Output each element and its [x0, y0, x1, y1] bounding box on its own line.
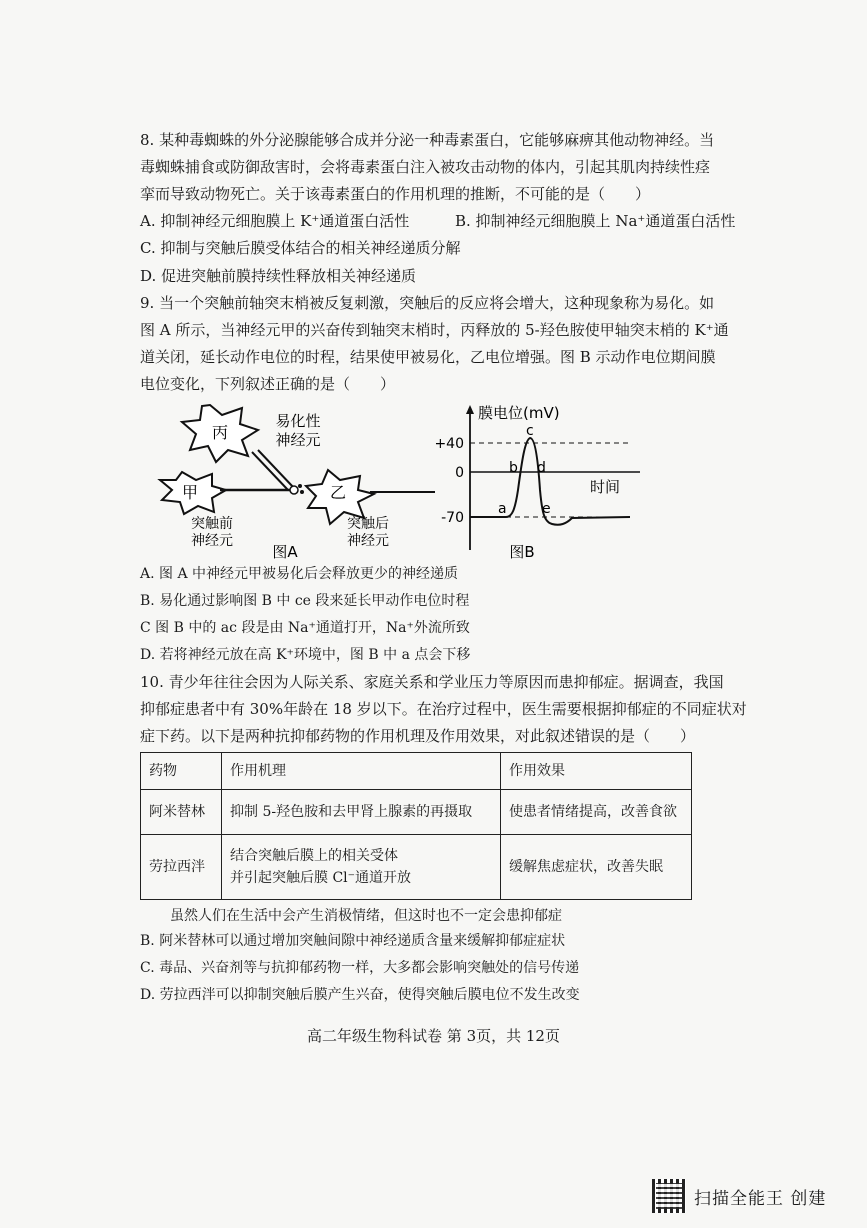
point-a: a — [498, 501, 507, 517]
table-header-drug: 药物 — [141, 753, 222, 790]
table-header-effect: 作用效果 — [501, 753, 692, 790]
yi-desc-1: 突触后 — [347, 516, 389, 532]
q9-stem-line2: 图 A 所示，当神经元甲的兴奋传到轴突末梢时，丙释放的 5-羟色胺使甲轴突末梢的 K⁺通 — [140, 321, 729, 339]
jia-desc-2: 神经元 — [191, 533, 233, 549]
figure-b-xlabel: 时间 — [590, 478, 621, 496]
table-cell-drug: 劳拉西泮 — [141, 835, 222, 900]
neuron-jia-label: 甲 — [181, 483, 199, 502]
mechanism-line2: 并引起突触后膜 Cl⁻通道开放 — [230, 870, 412, 886]
q8-stem-line3: 挛而导致动物死亡。关于该毒素蛋白的作用机理的推断，不可能的是（ ） — [140, 185, 651, 203]
page-footer: 高二年级生物科试卷 第 3页，共 12页 — [307, 1027, 560, 1045]
figure-b-membrane-potential — [420, 400, 660, 562]
yi-desc-2: 神经元 — [347, 533, 389, 549]
watermark-text: 扫描全能王 创建 — [694, 1188, 827, 1209]
point-c: c — [526, 423, 534, 439]
q10-stem-line1: 10. 青少年往往会因为人际关系、家庭关系和学业压力等原因而患抑郁症。据调查，我国 — [140, 673, 724, 691]
qr-code-icon — [652, 1179, 686, 1213]
mechanism-line1: 结合突触后膜上的相关受体 — [230, 848, 398, 864]
point-e: e — [542, 501, 551, 517]
table-header-mechanism: 作用机理 — [222, 753, 501, 790]
table-row — [141, 835, 692, 900]
figure-a-neurons — [150, 400, 440, 560]
q8-stem-line1: 8. 某种毒蜘蛛的外分泌腺能够合成并分泌一种毒素蛋白，它能够麻痹其他动物神经。当 — [140, 131, 715, 149]
q8-stem-line2: 毒蜘蛛捕食或防御敌害时，会将毒素蛋白注入被攻击动物的体内，引起其肌肉持续性痉 — [140, 158, 711, 176]
q10-option-a: 虽然人们在生活中会产生消极情绪，但这时也不一定会患抑郁症 — [170, 908, 562, 924]
q9-option-c: C 图 B 中的 ac 段是由 Na⁺通道打开，Na⁺外流所致 — [140, 620, 470, 636]
q9-stem-line1: 9. 当一个突触前轴突末梢被反复刺激，突触后的反应将会增大，这种现象称为易化。如 — [140, 294, 715, 312]
q9-stem-line3: 道关闭，延长动作电位的时程，结果使甲被易化，乙电位增强。图 B 示动作电位期间膜 — [140, 348, 716, 366]
scanner-watermark — [652, 1176, 852, 1216]
table-cell-drug: 阿米替林 — [141, 790, 222, 835]
table-row — [141, 753, 692, 790]
table-row — [141, 790, 692, 835]
tick-plus40: +40 — [434, 436, 464, 452]
q10-option-b: B. 阿米替林可以通过增加突触间隙中神经递质含量来缓解抑郁症症状 — [140, 933, 566, 949]
q8-option-a: A. 抑制神经元细胞膜上 K⁺通道蛋白活性 — [140, 212, 410, 230]
figure-a-caption: 图A — [272, 543, 298, 560]
q8-option-d: D. 促进突触前膜持续性释放相关神经递质 — [140, 267, 417, 285]
table-cell-effect: 缓解焦虑症状，改善失眠 — [501, 835, 692, 900]
point-b: b — [509, 460, 518, 476]
figure-b-caption: 图B — [509, 543, 535, 561]
drug-table — [140, 752, 692, 900]
q9-option-b: B. 易化通过影响图 B 中 ce 段来延长甲动作电位时程 — [140, 593, 470, 609]
q8-option-b: B. 抑制神经元细胞膜上 Na⁺通道蛋白活性 — [455, 212, 736, 230]
point-d: d — [537, 460, 546, 476]
table-cell-effect: 使患者情绪提高，改善食欲 — [501, 790, 692, 835]
figure-b-ylabel: 膜电位(mV) — [478, 404, 560, 422]
q10-option-d: D. 劳拉西泮可以抑制突触后膜产生兴奋，使得突触后膜电位不发生改变 — [140, 987, 580, 1003]
bing-desc-1: 易化性 — [275, 412, 321, 430]
table-cell-mechanism: 抑制 5-羟色胺和去甲肾上腺素的再摄取 — [222, 790, 501, 835]
q9-stem-line4: 电位变化，下列叙述正确的是（ ） — [140, 375, 396, 393]
tick-minus70: -70 — [441, 510, 464, 526]
table-cell-mechanism — [222, 835, 501, 900]
q8-option-c: C. 抑制与突触后膜受体结合的相关神经递质分解 — [140, 239, 461, 257]
bing-desc-2: 神经元 — [275, 431, 321, 449]
q10-stem-line3: 症下药。以下是两种抗抑郁药物的作用机理及作用效果，对此叙述错误的是（ ） — [140, 727, 696, 745]
q10-stem-line2: 抑郁症患者中有 30%年龄在 18 岁以下。在治疗过程中，医生需要根据抑郁症的不同症状对 — [140, 700, 747, 718]
q10-option-c: C. 毒品、兴奋剂等与抗抑郁药物一样，大多都会影响突触处的信号传递 — [140, 960, 580, 976]
neuron-yi-label: 乙 — [329, 483, 347, 502]
tick-zero: 0 — [455, 465, 464, 481]
jia-desc-1: 突触前 — [191, 516, 233, 532]
neuron-bing-label: 丙 — [211, 423, 229, 442]
q9-option-a: A. 图 A 中神经元甲被易化后会释放更少的神经递质 — [140, 566, 459, 582]
q9-option-d: D. 若将神经元放在高 K⁺环境中，图 B 中 a 点会下移 — [140, 647, 471, 663]
